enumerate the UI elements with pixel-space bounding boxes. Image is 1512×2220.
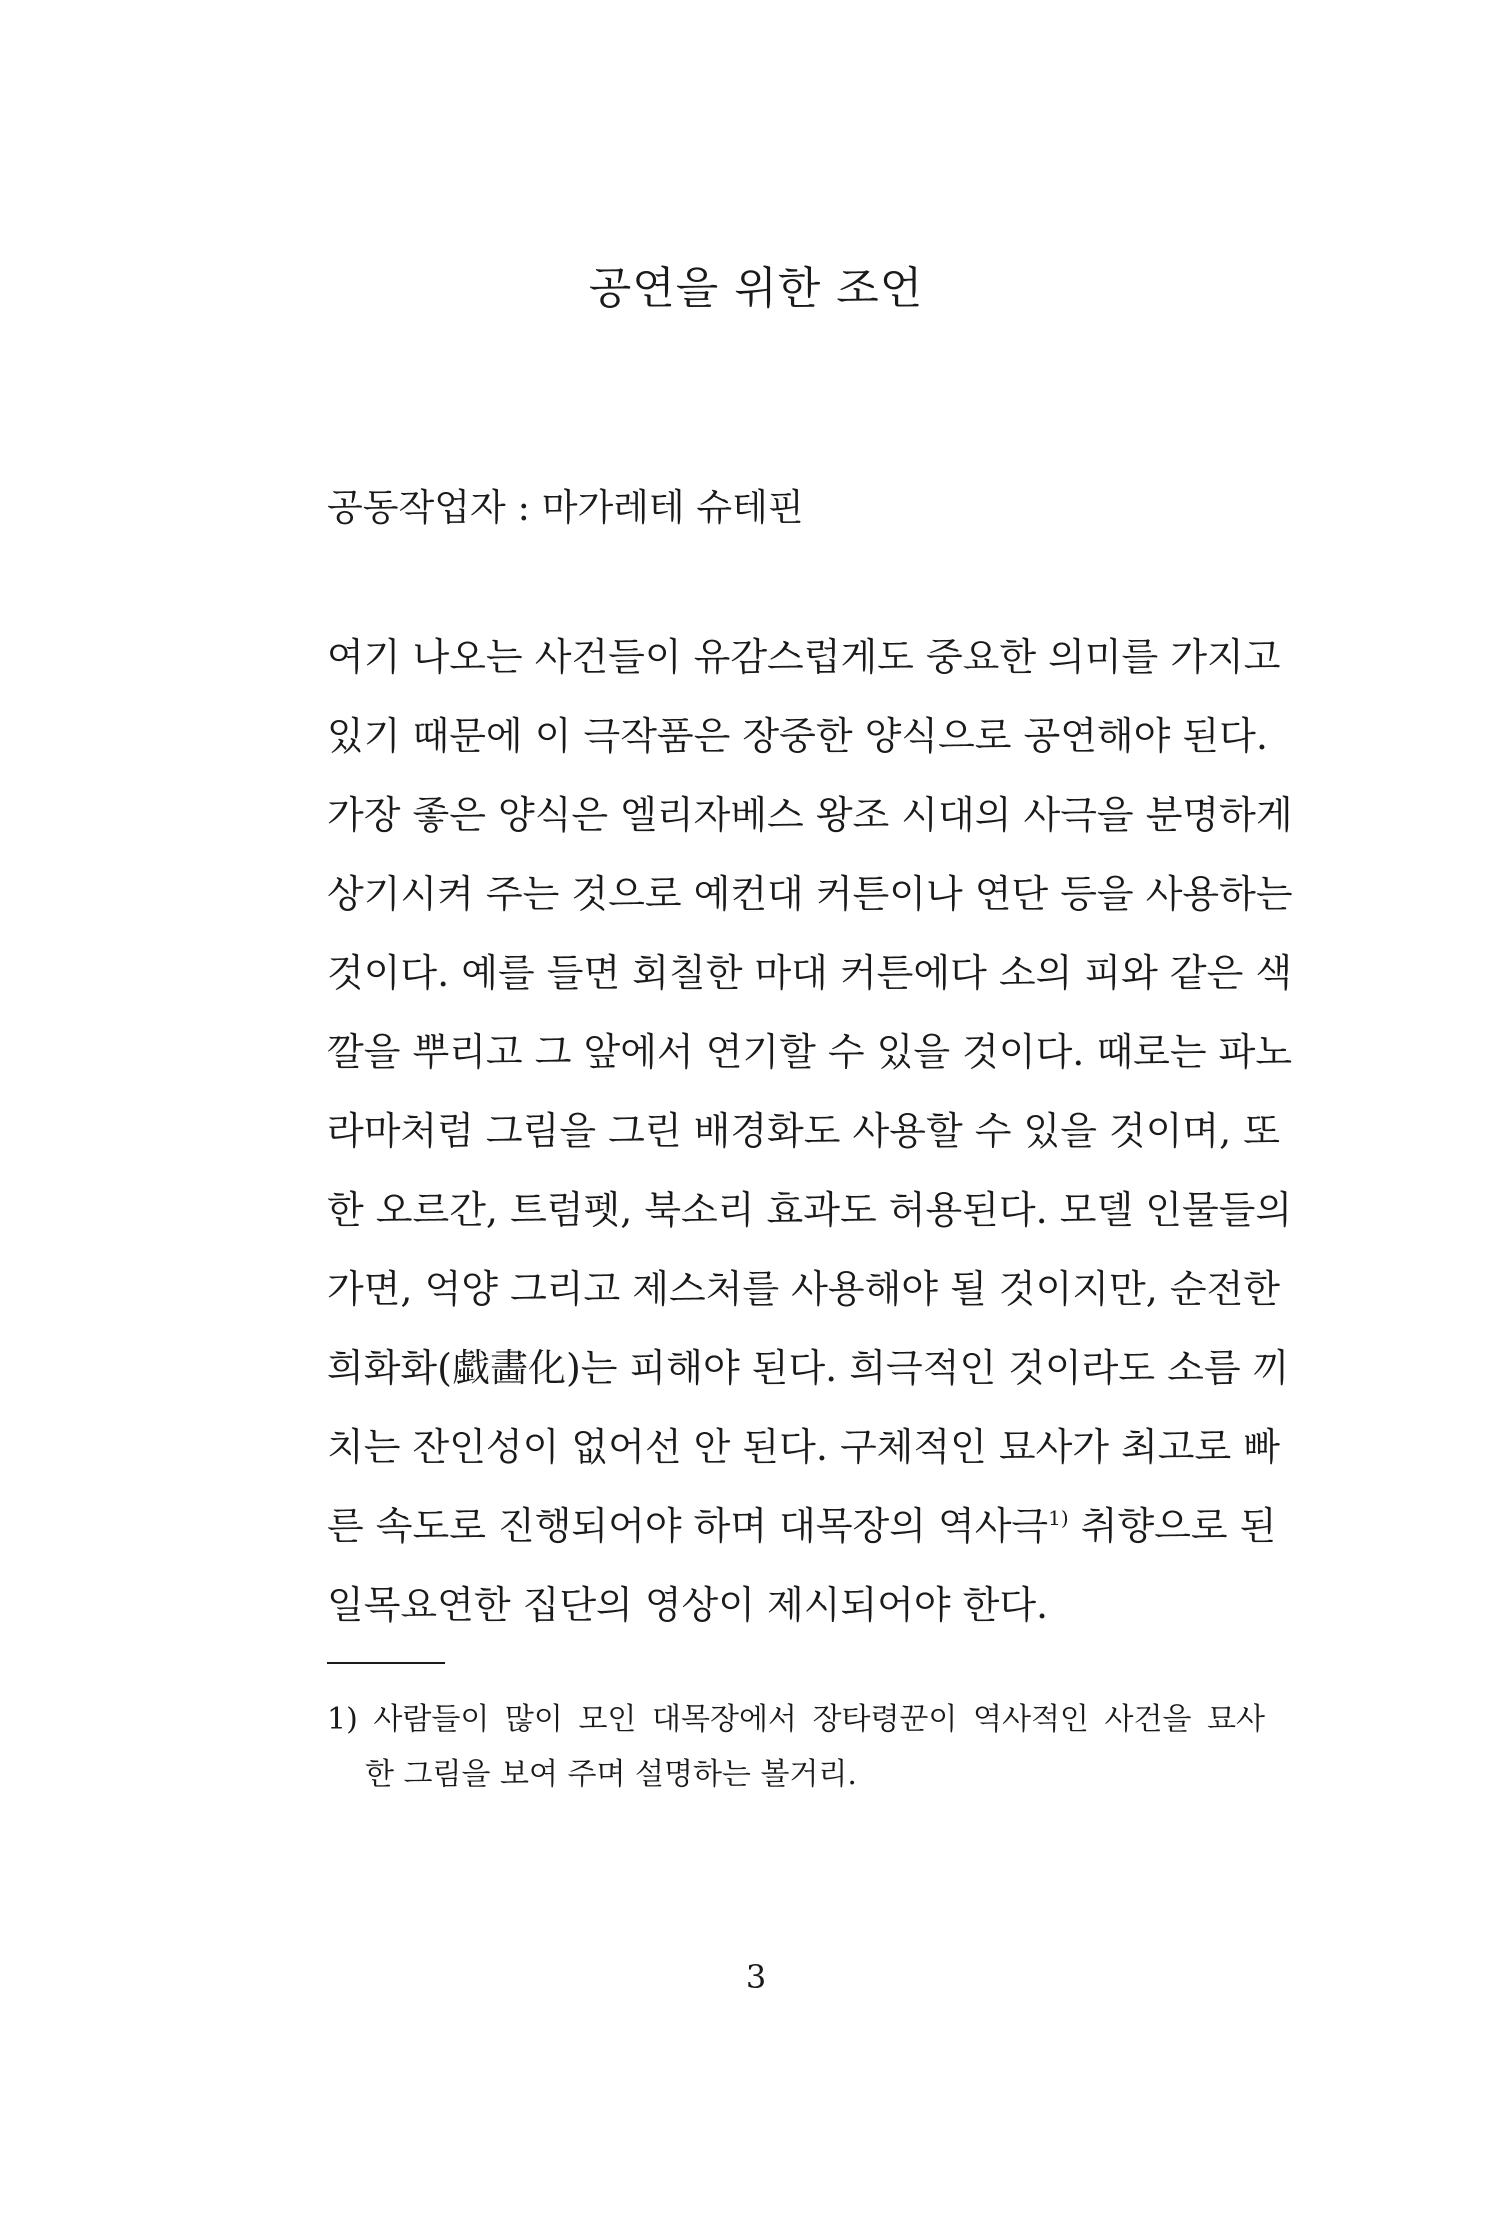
footnote-line: 1) 사람들이 많이 모인 대목장에서 장타령꾼이 역사적인 사건을 묘사: [327, 1702, 1265, 1737]
footnote-line: 한 그림을 보여 주며 설명하는 볼거리.: [365, 1757, 857, 1792]
body-line-tail: 취향으로 된: [1068, 1504, 1277, 1548]
body-line: 라마처럼 그림을 그린 배경화도 사용할 수 있을 것이며, 또: [327, 1109, 1280, 1153]
body-paragraph: [327, 618, 1293, 1645]
footnote: [327, 1692, 1265, 1802]
body-line: 있기 때문에 이 극작품은 장중한 양식으로 공연해야 된다.: [327, 714, 1268, 758]
footnote-reference[interactable]: 1): [1048, 1506, 1069, 1530]
body-line: 희화화(戱畵化)는 피해야 된다. 희극적인 것이라도 소름 끼: [327, 1346, 1290, 1390]
body-line-head: 른 속도로 진행되어야 하며 대목장의 역사극: [327, 1504, 1049, 1548]
page-number: 3: [745, 1958, 767, 1996]
body-line: 깔을 뿌리고 그 앞에서 연기할 수 있을 것이다. 때로는 파노: [327, 1030, 1293, 1074]
body-line: 가장 좋은 양식은 엘리자베스 왕조 시대의 사극을 분명하게: [327, 793, 1293, 837]
body-line-with-footnote-ref: [327, 1487, 1277, 1566]
body-line: 일목요연한 집단의 영상이 제시되어야 한다.: [327, 1583, 1049, 1627]
body-line: 치는 잔인성이 없어선 안 된다. 구체적인 묘사가 최고로 빠: [327, 1425, 1280, 1469]
body-line: 여기 나오는 사건들이 유감스럽게도 중요한 의미를 가지고: [327, 635, 1281, 679]
page-title: 공연을 위한 조언: [588, 263, 924, 314]
body-line: 상기시켜 주는 것으로 예컨대 커튼이나 연단 등을 사용하는: [327, 872, 1293, 916]
body-line: 것이다. 예를 들면 회칠한 마대 커튼에다 소의 피와 같은 색: [327, 951, 1293, 995]
collaborator-line: 공동작업자 : 마가레테 슈테핀: [327, 486, 804, 529]
body-line: 한 오르간, 트럼펫, 북소리 효과도 허용된다. 모델 인물들의: [327, 1188, 1293, 1232]
footnote-divider: [327, 1662, 445, 1664]
body-line: 가면, 억양 그리고 제스처를 사용해야 될 것이지만, 순전한: [327, 1267, 1280, 1311]
